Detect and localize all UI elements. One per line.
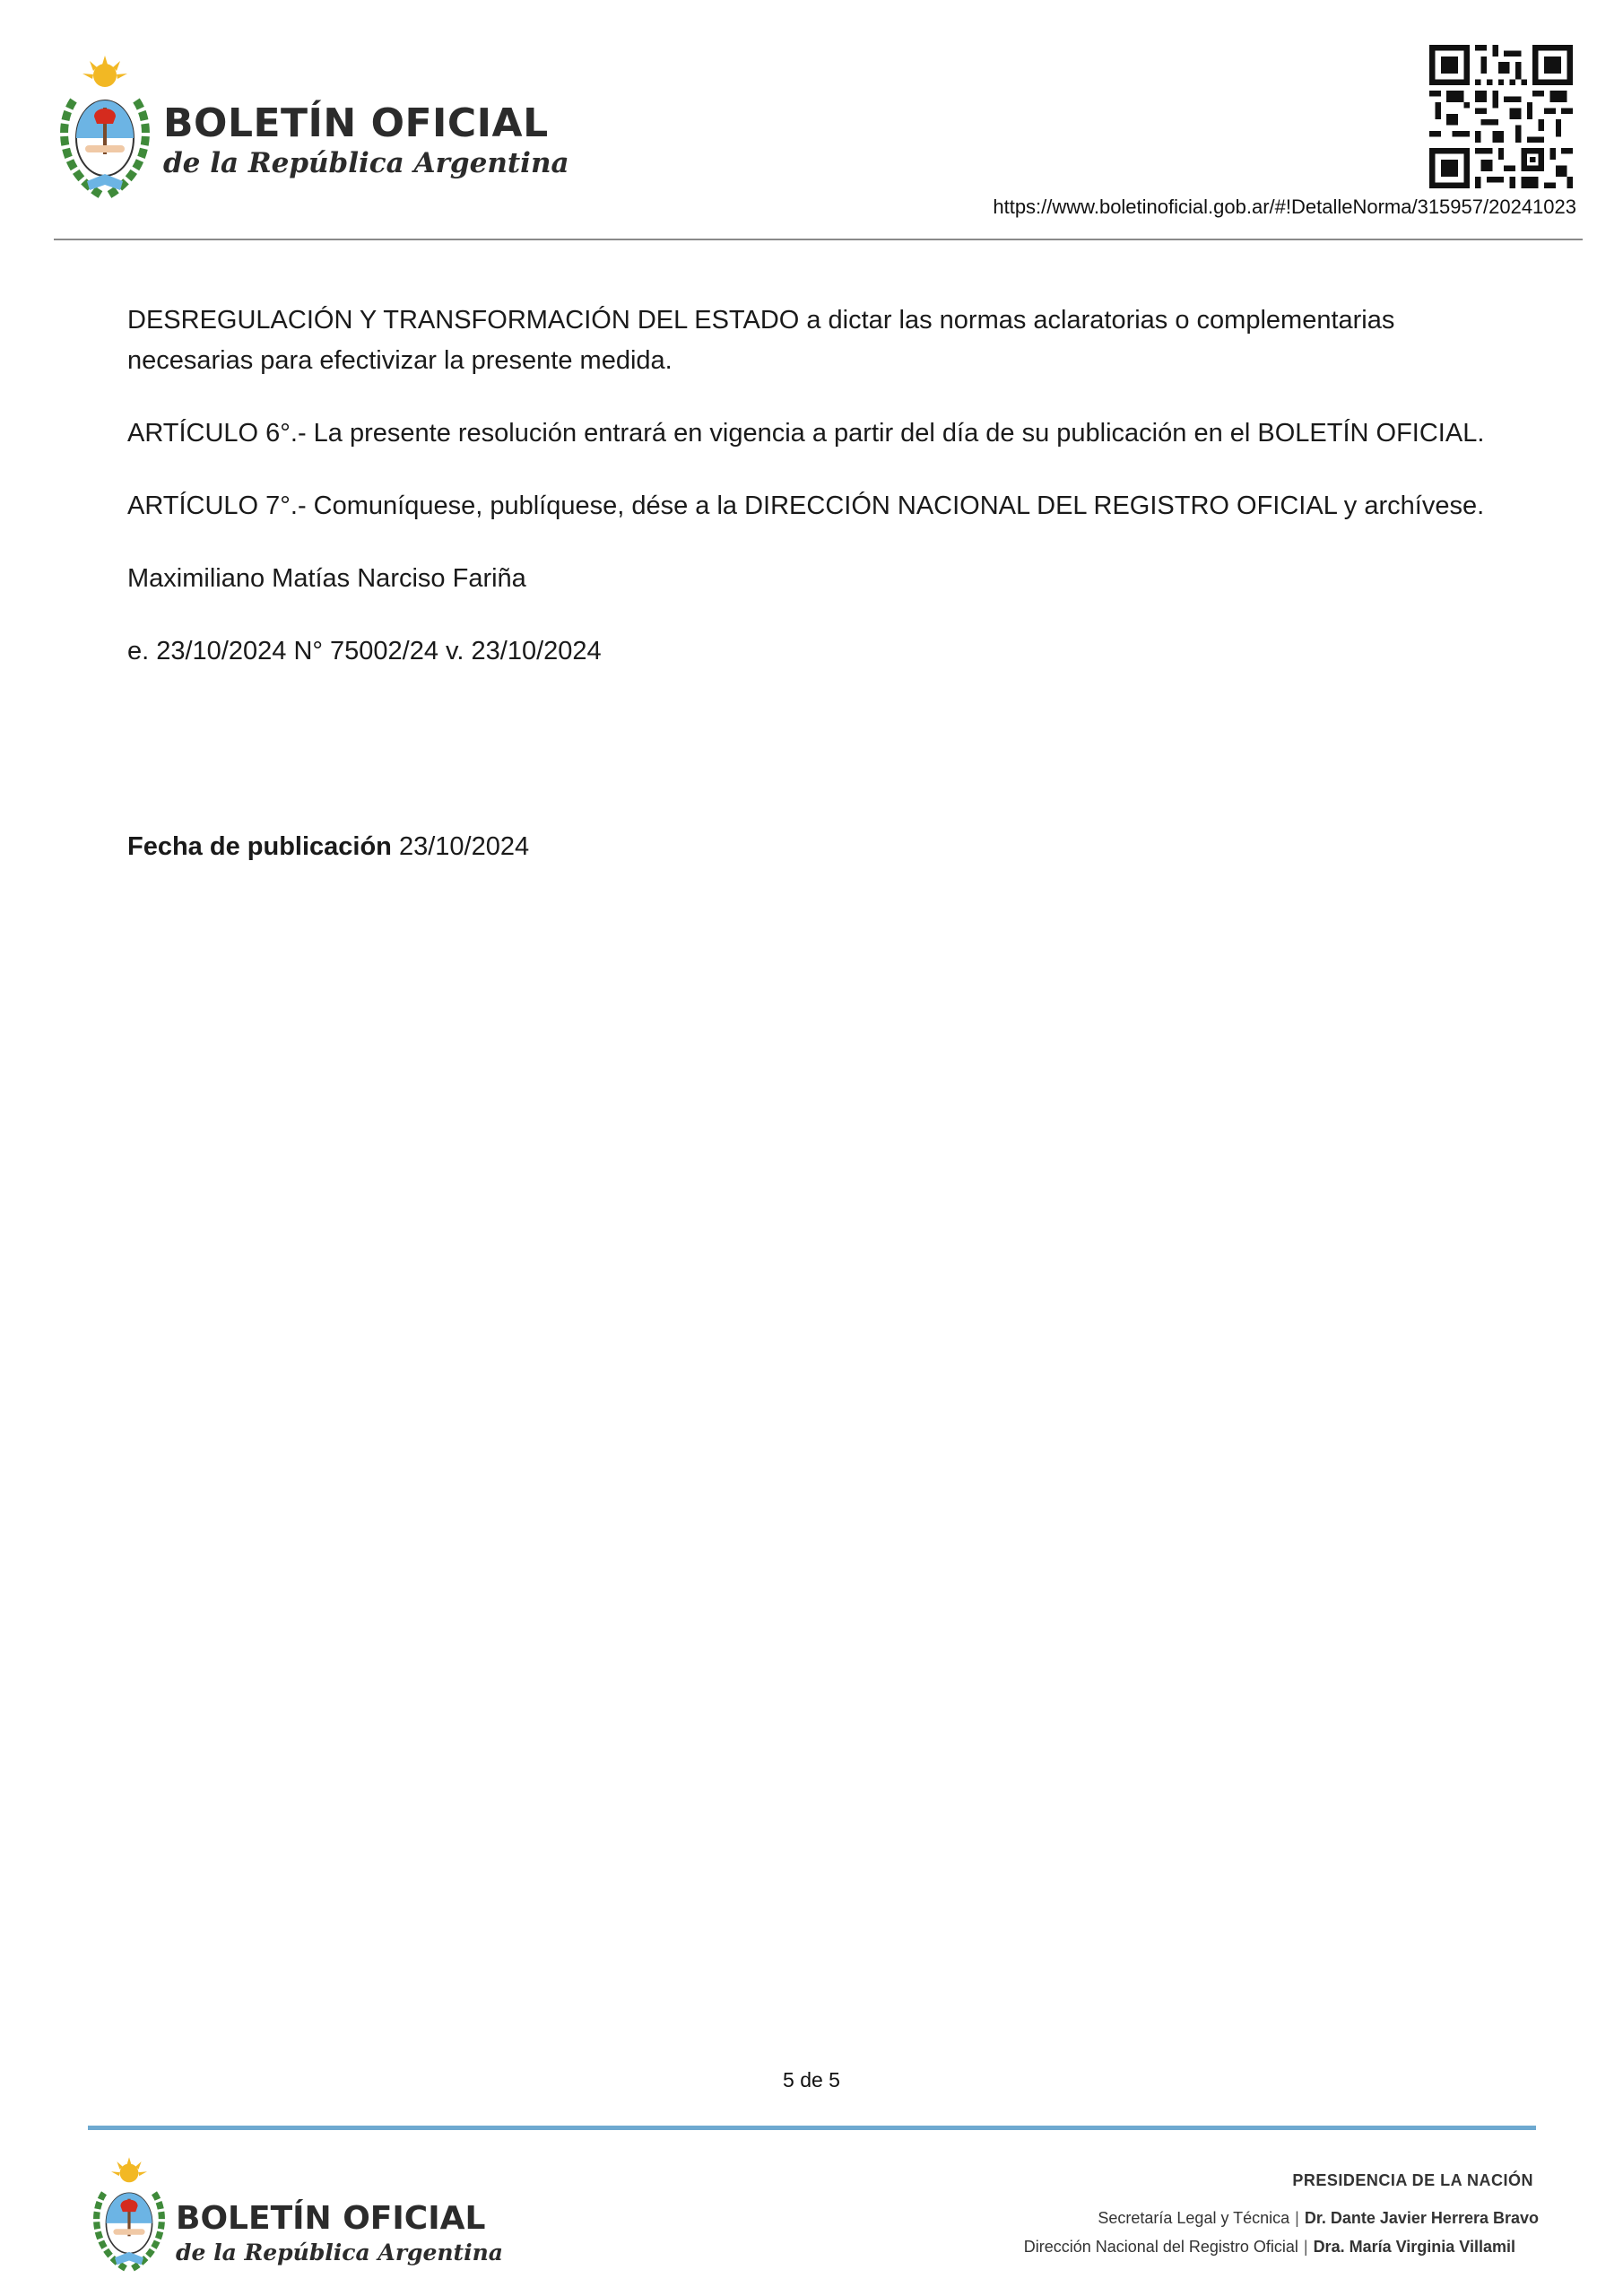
qr-code-icon[interactable] [1429, 45, 1573, 188]
document-url[interactable]: https://www.boletinoficial.gob.ar/#!DetalleNorma/315957/20241023 [993, 196, 1576, 218]
paragraph-article-6: ARTÍCULO 6°.- La presente resolución entrará en vigencia a partir del día de su publicación en el BOLETÍN OFICIAL. [127, 419, 1485, 448]
footer-divider [88, 2126, 1536, 2130]
header-logo [56, 56, 569, 206]
paragraph-article-7: ARTÍCULO 7°.- Comuníquese, publíquese, dése a la DIRECCIÓN NACIONAL DEL REGISTRO OFICIAL y archívese. [127, 491, 1485, 520]
footer-logo [90, 2157, 503, 2283]
document-body [127, 300, 1490, 704]
paragraph-continuation: DESREGULACIÓN Y TRANSFORMACIÓN DEL ESTADO a dictar las normas aclaratorias o complementarias necesarias para efectivizar la presente medida. [127, 306, 1395, 375]
coat-of-arms-icon [56, 56, 154, 206]
footer-secretariat-line [1098, 2209, 1539, 2228]
footer-registry-line [1024, 2238, 1515, 2257]
signatory-name: Maximiliano Matías Narciso Fariña [127, 564, 526, 593]
header-divider [54, 239, 1583, 240]
publication-date-value: 23/10/2024 [398, 832, 530, 861]
footer-brand-subtitle: de la República Argentina [176, 2239, 503, 2266]
publication-reference: e. 23/10/2024 N° 75002/24 v. 23/10/2024 [127, 637, 602, 665]
publication-date-line [127, 827, 529, 867]
coat-of-arms-icon [90, 2157, 169, 2278]
brand-title: BOLETÍN OFICIAL [163, 100, 549, 146]
separator: | [1303, 2238, 1308, 2256]
page-number: 5 de 5 [783, 2068, 840, 2092]
registry-official: Dra. María Virginia Villamil [1313, 2238, 1515, 2256]
separator: | [1295, 2209, 1299, 2227]
registry-label: Dirección Nacional del Registro Oficial [1023, 2238, 1298, 2256]
footer-brand-title: BOLETÍN OFICIAL [176, 2200, 486, 2237]
presidency-label: PRESIDENCIA DE LA NACIÓN [1292, 2171, 1533, 2189]
secretariat-official: Dr. Dante Javier Herrera Bravo [1304, 2209, 1539, 2227]
publication-date-label: Fecha de publicación [127, 832, 392, 861]
secretariat-label: Secretaría Legal y Técnica [1098, 2209, 1290, 2227]
brand-subtitle: de la República Argentina [163, 147, 569, 179]
